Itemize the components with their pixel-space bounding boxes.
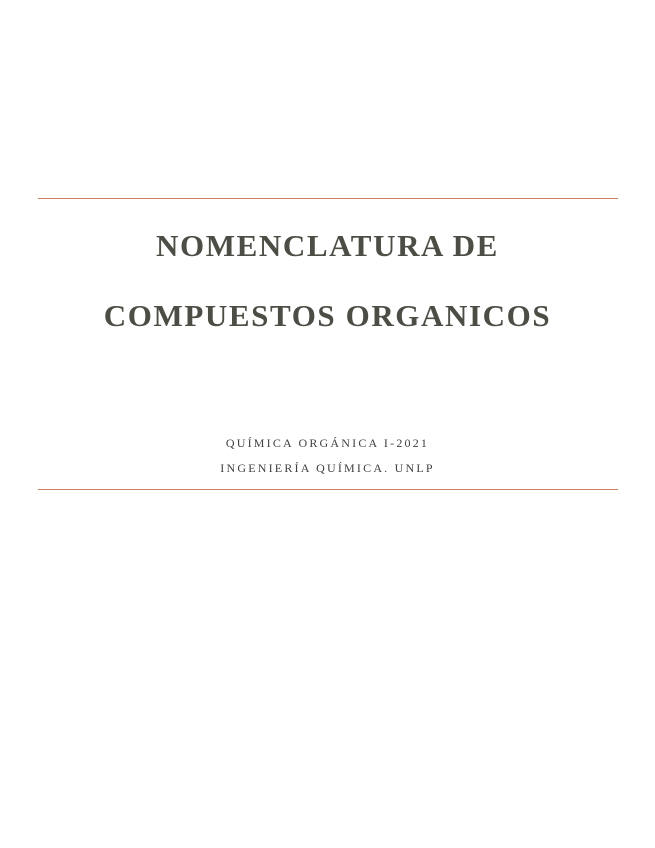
title-line-2: COMPUESTOS ORGANICOS	[103, 298, 552, 333]
title-line-1: NOMENCLATURA DE	[156, 228, 499, 263]
subtitle-institution: INGENIERÍA QUÍMICA. UNLP	[220, 461, 435, 475]
subtitle-course: QUÍMICA ORGÁNICA I-2021	[225, 436, 430, 450]
top-divider	[38, 198, 618, 199]
bottom-divider	[38, 489, 618, 490]
